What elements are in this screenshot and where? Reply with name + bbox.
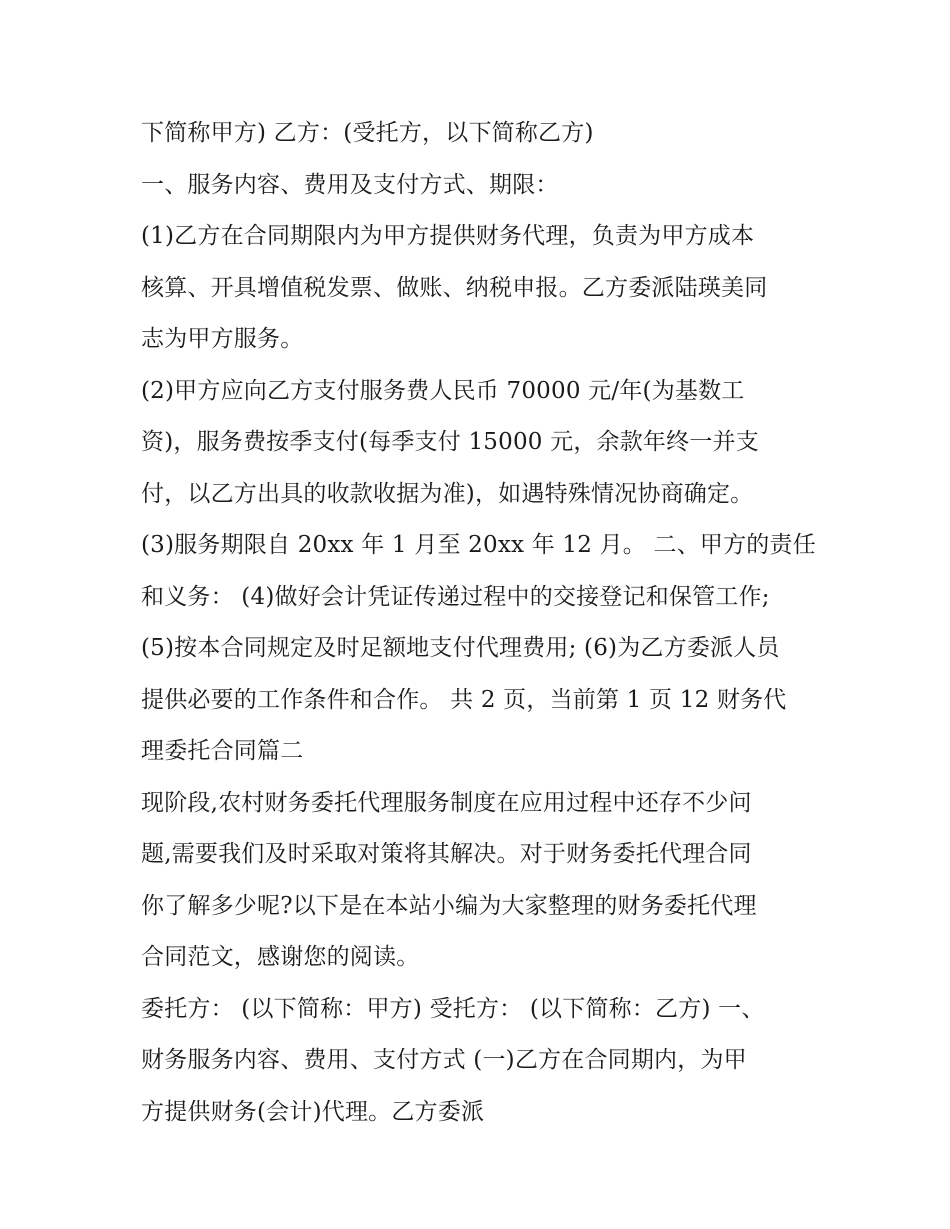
text-line: 和义务： (4)做好会计凭证传递过程中的交接登记和保管工作;	[141, 583, 770, 610]
text-line: (3)服务期限自 20xx 年 1 月至 20xx 年 12 月。 二、甲方的责任	[141, 532, 816, 558]
text-line: 题,需要我们及时采取对策将其解决。对于财务委托代理合同	[141, 841, 752, 867]
text-line: 付，以乙方出具的收款收据为准)，如遇特殊情况协商确定。	[141, 480, 754, 507]
text-line: 下简称甲方) 乙方：(受托方，以下简称乙方)	[141, 120, 594, 146]
text-line: 委托方： (以下简称：甲方) 受托方： (以下简称：乙方) 一、	[141, 995, 765, 1022]
text-line: 提供必要的工作条件和合作。 共 2 页，当前第 1 页 12 财务代	[141, 686, 787, 713]
text-line: 资)，服务费按季支付(每季支付 15000 元，余款年终一并支	[141, 429, 759, 455]
text-line: 志为甲方服务。	[141, 326, 304, 352]
text-line: (2)甲方应向乙方支付服务费人民币 70000 元/年(为基数工	[141, 377, 745, 404]
text-line: 方提供财务(会计)代理。乙方委派	[141, 1098, 485, 1125]
text-line: 财务服务内容、费用、支付方式 (一)乙方在合同期内，为甲	[141, 1047, 747, 1073]
text-line: (1)乙方在合同期限内为甲方提供财务代理，负责为甲方成本	[141, 223, 755, 249]
text-line: 理委托合同篇二	[141, 738, 304, 764]
text-line: 现阶段,农村财务委托代理服务制度在应用过程中还存不少问	[141, 789, 752, 816]
text-line: (5)按本合同规定及时足额地支付代理费用; (6)为乙方委派人员	[141, 635, 780, 661]
text-line: 合同范文，感谢您的阅读。	[141, 944, 420, 970]
text-line: 你了解多少呢?以下是在本站小编为大家整理的财务委托代理	[141, 892, 757, 919]
text-line: 核算、开具增值税发票、做账、纳税申报。乙方委派陆瑛美同	[141, 274, 768, 301]
section-heading-line: 一、服务内容、费用及支付方式、期限：	[141, 171, 559, 198]
document-body	[141, 108, 821, 1138]
